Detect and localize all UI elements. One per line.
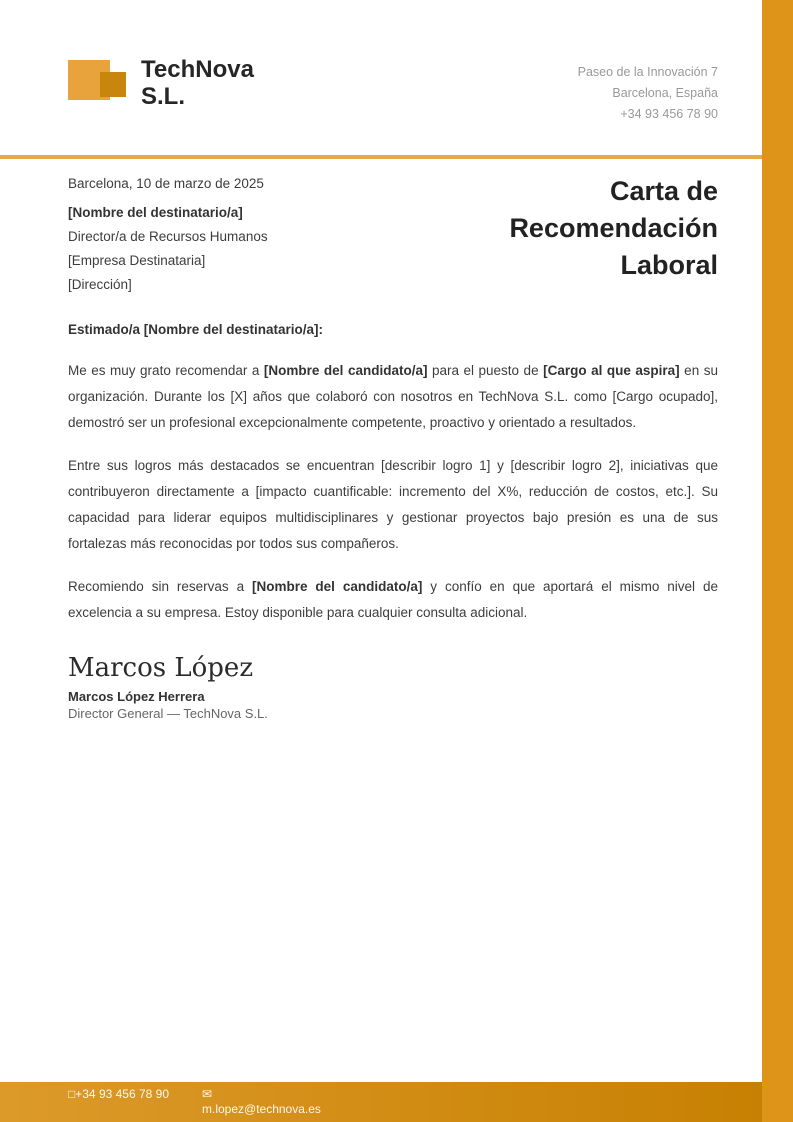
footer-phone-number: +34 93 456 78 90 xyxy=(75,1087,170,1101)
salutation: Estimado/a [Nombre del destinatario/a]: xyxy=(68,322,324,337)
paragraph-3 xyxy=(68,574,718,626)
company-brand xyxy=(68,56,254,110)
sender-address-street: Paseo de la Innovación 7 xyxy=(577,65,718,79)
paragraph-3-text: y confío en que aportará el mismo nivel de excelencia a su empresa. Estoy disponible para cualquier consulta adicional. xyxy=(68,579,718,620)
paragraph-3-text: Recomiendo sin reservas a xyxy=(68,579,252,594)
page-title: Carta de Recomendación Laboral xyxy=(509,176,718,280)
logo-square-small xyxy=(100,72,126,97)
footer-bar xyxy=(0,1082,793,1122)
paragraph-1-text: Me es muy grato recomendar a xyxy=(68,363,264,378)
paragraph-2: Entre sus logros más destacados se encuentran [describir logro 1] y [describir logro 2], iniciativas que contribuyeron directamente a [impacto cuantificable: incremento del X%, reducción de costos, etc.]. Su capacidad para liderar equipos multidisciplinares y gestionar proyectos bajo presión es una de sus fortalezas más reconocidas por todos sus compañeros. xyxy=(68,458,718,551)
paragraph-1 xyxy=(68,358,718,436)
recipient-address: [Dirección] xyxy=(68,277,132,292)
target-role-placeholder: [Cargo al que aspira] xyxy=(543,363,680,378)
candidate-name-placeholder: [Nombre del candidato/a] xyxy=(252,579,423,594)
recipient-name: [Nombre del destinatario/a] xyxy=(68,205,243,220)
company-name-line2: S.L. xyxy=(141,83,186,110)
company-logo-icon xyxy=(68,60,126,102)
company-name-line1: TechNova xyxy=(141,56,254,83)
footer-email-address: m.lopez@technova.es xyxy=(202,1102,321,1116)
footer-phone xyxy=(68,1087,170,1122)
handwritten-signature: Marcos López xyxy=(68,653,254,683)
sender-address-city: Barcelona, España xyxy=(612,86,718,100)
paragraph-1-text: para el puesto de xyxy=(427,363,544,378)
recipient-role: Director/a de Recursos Humanos xyxy=(68,229,268,244)
envelope-icon: ✉ xyxy=(202,1087,213,1101)
recipient-block xyxy=(68,172,268,297)
footer-email xyxy=(202,1087,321,1122)
recipient-company: [Empresa Destinataria] xyxy=(68,253,206,268)
sender-address-phone: +34 93 456 78 90 xyxy=(620,107,718,121)
page-accent-border xyxy=(762,0,793,1122)
signer-full-name: Marcos López Herrera xyxy=(68,689,205,704)
paragraph-1-text: en su organización. Durante los [X] años que colaboró con nosotros en TechNova S.L. como [Cargo ocupado], demostró ser un profesional excepcionalmente competente, proactivo y orientado a resultados. xyxy=(68,363,718,430)
signer-role: Director General — TechNova S.L. xyxy=(68,706,268,721)
sender-address xyxy=(578,60,718,125)
signature-block xyxy=(0,626,793,722)
date-line: Barcelona, 10 de marzo de 2025 xyxy=(68,176,264,191)
letter-body xyxy=(0,319,793,626)
candidate-name-placeholder: [Nombre del candidato/a] xyxy=(263,363,428,378)
letter-meta xyxy=(0,159,793,297)
phone-icon: □ xyxy=(68,1087,76,1101)
company-name xyxy=(141,56,254,110)
header xyxy=(0,0,793,125)
